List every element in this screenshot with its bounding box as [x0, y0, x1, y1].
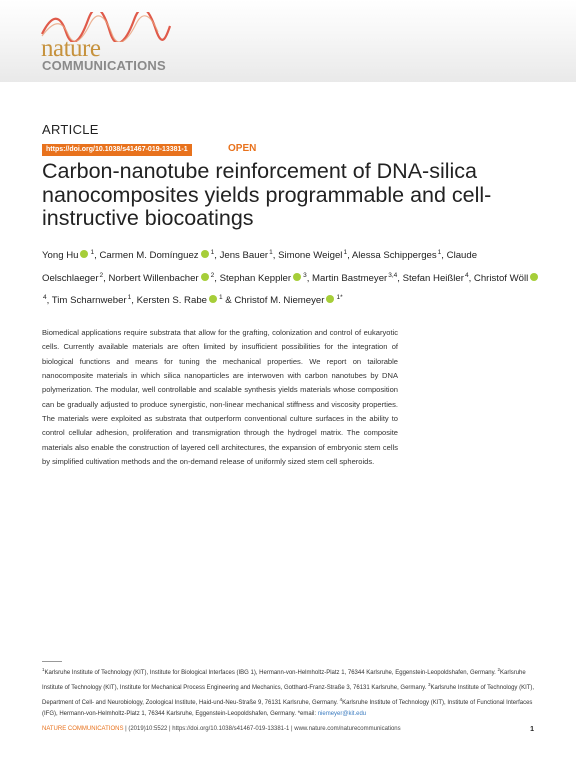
author-name[interactable]: [352, 250, 441, 261]
affiliation-divider: [42, 661, 62, 662]
author-separator: ,: [272, 250, 279, 261]
affiliation-text: Karlsruhe Institute of Technology (KIT), Institute for Mechanical Process Engineering and Mechanics, Gotthard-Franz-Straße 3, 76131 Karlsruhe, Germany.: [42, 670, 526, 691]
page-number: 1: [530, 726, 534, 733]
footer-journal-name: NATURE COMMUNICATIONS: [42, 726, 124, 732]
author-name-text: Tim Scharnweber: [51, 295, 127, 306]
article-title: Carbon-nanotube reinforcement of DNA-silica nanocomposites yields programmable and cell-instructive biocoatings: [42, 159, 492, 230]
abstract-text: Biomedical applications require substrata that allow for the grafting, colonization and control of eukaryotic cells. Currently available materials are often limited by insufficient possibilities for the integration of biological functions and means for tuning the mechanical properties. We report on tailorable nanocomposite materials in which silica nanoparticles are interwoven with carbon nanotubes by DNA polymerization. The modular, well controllable and scalable synthesis yields materials whose composition can be gradually adjusted to produce synergistic, non-linear mechanical stiffness and viscosity properties. The materials were exploited as substrata that outperform conventional culture surfaces in the ability to control cellular adhesion, proliferation and transmigration through the hydrogel matrix. The composite materials also enable the construction of layered cell architectures, the expansion of embryonic stem cells by simplified cultivation methods and the on-demand release of uniformly sized stem cell spheroids.: [42, 328, 398, 467]
author-name-text: Christof M. Niemeyer: [234, 295, 325, 306]
affiliation-text: Karlsruhe Institute of Technology (KIT), Institute of Functional Interfaces (IFG), Hermann-von-Helmholtz-Platz 1, 76344 Karlsruhe, Eggenstein-Leopoldshafen, Germany.: [42, 700, 533, 717]
author-list: [42, 243, 542, 311]
author-name[interactable]: [234, 295, 342, 306]
author-affiliation-number: 4: [43, 294, 47, 301]
author-name[interactable]: [220, 250, 273, 261]
author-affiliation-number: 2: [210, 271, 215, 279]
author-name-text: Jens Bauer: [219, 250, 269, 261]
author-separator: ,: [306, 272, 313, 284]
author-name-text: Christof Wöll: [473, 272, 529, 284]
author-affiliation-number: 1: [219, 294, 223, 301]
author-separator: ,: [103, 272, 109, 284]
author-separator: ,: [94, 250, 100, 261]
footer-citation[interactable]: | (2019)10:5522 | https://doi.org/10.1038/s41467-019-13381-1 | www.nature.com/naturecommunications: [123, 726, 401, 732]
article-type-label: ARTICLE: [42, 122, 99, 137]
author-name[interactable]: [52, 295, 131, 306]
author-affiliation-number: 1*: [336, 294, 343, 301]
author-separator: ,: [214, 272, 220, 284]
author-affiliation-number: 1: [437, 249, 442, 256]
doi-link[interactable]: https://doi.org/10.1038/s41467-019-13381-1: [42, 144, 192, 156]
orcid-icon[interactable]: [530, 273, 538, 281]
author-separator: ,: [131, 295, 137, 306]
author-name[interactable]: [99, 250, 214, 261]
author-affiliation-number: 3: [303, 271, 307, 279]
author-affiliation-number: 3,4: [388, 271, 398, 279]
affiliation-list: [42, 667, 535, 717]
author-separator: &: [222, 295, 235, 306]
orcid-icon[interactable]: [201, 273, 209, 281]
author-name-text: Stefan Heißler: [402, 272, 464, 284]
author-name-text: Carmen M. Domínguez: [99, 250, 199, 261]
author-separator: ,: [397, 272, 403, 284]
author-name-text: Norbert Willenbacher: [108, 272, 199, 284]
logo-communications-text: COMMUNICATIONS: [42, 58, 166, 73]
author-name[interactable]: [42, 250, 94, 261]
author-affiliation-number: 1: [343, 249, 348, 256]
author-affiliation-number: 1: [210, 249, 215, 256]
author-separator: ,: [46, 295, 52, 306]
author-separator: ,: [214, 250, 220, 261]
orcid-icon[interactable]: [80, 250, 88, 258]
author-name[interactable]: [278, 250, 347, 261]
affiliation-text: Karlsruhe Institute of Technology (KIT), Department of Cell- and Neurobiology, Zoological Institute, Haid-und-Neu-Straße 9, 76131 Karlsruhe, Germany.: [42, 685, 535, 706]
author-separator: ,: [468, 272, 474, 284]
affiliation-number: 3: [427, 682, 431, 687]
author-affiliation-number: 1: [127, 294, 132, 301]
page-footer: [42, 726, 534, 732]
author-name-text: Stephan Keppler: [219, 272, 292, 284]
orcid-icon[interactable]: [293, 273, 301, 281]
author-name[interactable]: [109, 273, 215, 284]
orcid-icon[interactable]: [209, 295, 217, 303]
open-access-label: OPEN: [228, 143, 257, 154]
orcid-icon[interactable]: [201, 250, 209, 258]
author-name[interactable]: [403, 273, 469, 284]
affiliation-number: 1: [42, 667, 45, 672]
author-separator: ,: [441, 250, 447, 261]
logo-nature-text: nature: [41, 35, 101, 62]
author-name-text: Kersten S. Rabe: [136, 295, 207, 306]
email-link[interactable]: niemeyer@kit.edu: [317, 711, 367, 717]
author-name-text: Simone Weigel: [278, 250, 343, 261]
author-name-text: Claude Oelschlaeger: [42, 250, 478, 284]
author-name-text: Alessa Schipperges: [351, 250, 437, 261]
author-affiliation-number: 1: [90, 249, 95, 256]
email-label: *email:: [297, 711, 318, 717]
affiliation-number: 2: [497, 667, 501, 672]
journal-logo[interactable]: [40, 12, 170, 72]
author-affiliation-number: 4: [464, 271, 469, 279]
author-affiliation-number: 1: [269, 249, 273, 256]
author-separator: ,: [347, 250, 352, 261]
author-name-text: Martin Bastmeyer: [312, 272, 388, 284]
author-name-text: Yong Hu: [42, 250, 79, 261]
author-name[interactable]: [312, 273, 397, 284]
author-name[interactable]: [220, 273, 307, 284]
affiliations: [42, 664, 542, 720]
author-name[interactable]: [137, 295, 223, 306]
author-affiliation-number: 2: [99, 271, 104, 279]
affiliation-number: 4: [339, 697, 343, 702]
affiliation-text: Karlsruhe Institute of Technology (KIT), Institute for Biological Interfaces (IBG 1), Hermann-von-Helmholtz-Platz 1, 76344 Karlsruhe, Eggenstein-Leopoldshafen, Germany.: [44, 670, 498, 676]
orcid-icon[interactable]: [326, 295, 334, 303]
